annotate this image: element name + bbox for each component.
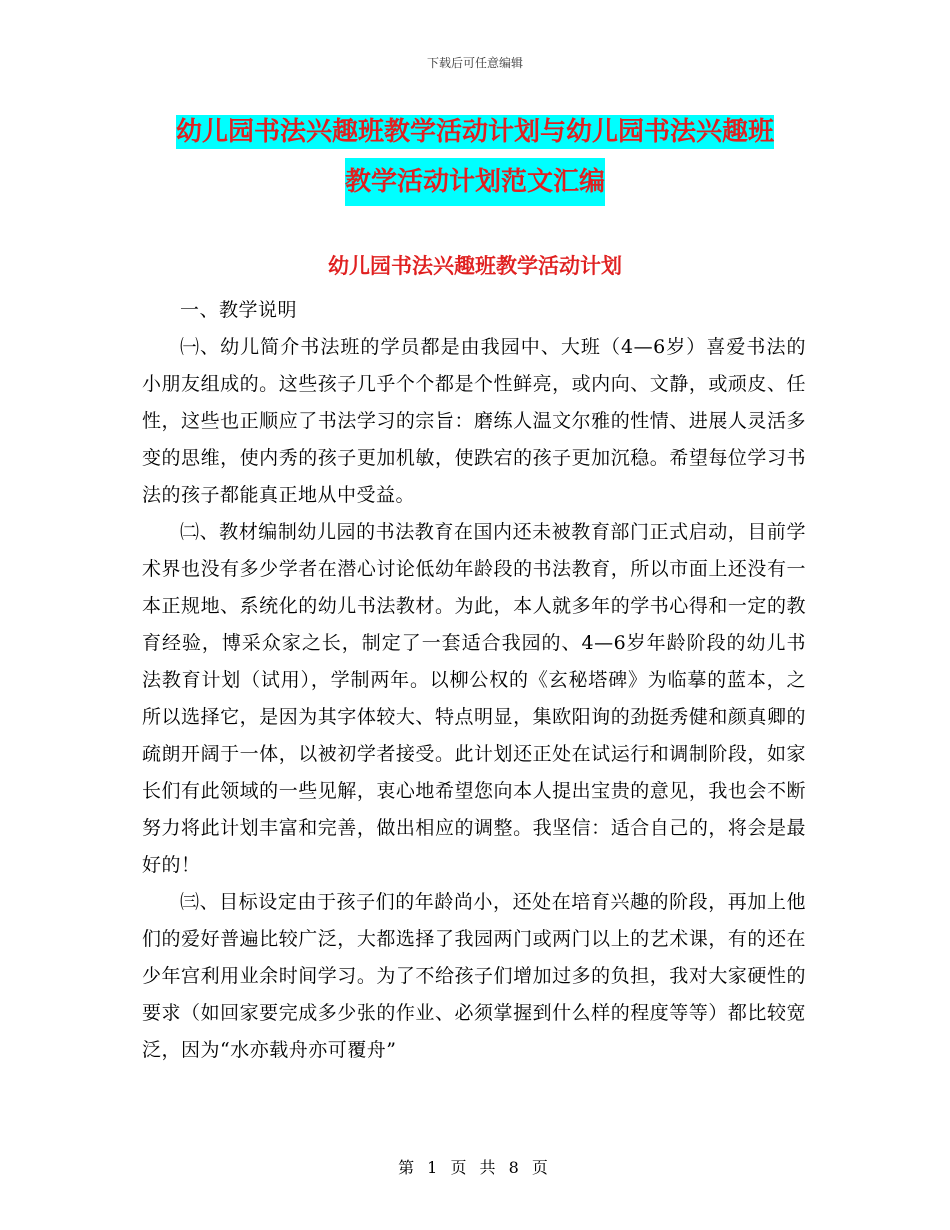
- paragraph-goals: ㈢、目标设定由于孩子们的年龄尚小，还处在培育兴趣的阶段，再加上他们的爱好普遍比较广泛，大都选择了我园两门或两门以上的艺术课，有的还在少年宫利用业余时间学习。为了不给孩子们增加过多的负担，我对大家硬性的要求（如回家要完成多少张的作业、必须掌握到什么样的程度等等）都比较宽泛，因为“水亦载舟亦可覆舟”: [142, 891, 806, 1061]
- title-line-1: 幼儿园书法兴趣班教学活动计划与幼儿园书法兴趣班: [175, 117, 774, 147]
- heading-teaching-notes: 一、教学说明: [180, 299, 298, 321]
- page-footer: 第 1 页 共 8 页: [398, 1158, 552, 1177]
- title-line-2: 教学活动计划范文汇编: [345, 158, 605, 206]
- document-body: [142, 292, 806, 1069]
- paragraph-textbook: ㈡、教材编制幼儿园的书法教育在国内还未被教育部门正式启动，目前学术界也没有多少学者在潜心讨论低幼年龄段的书法教育，所以市面上还没有一本正规地、系统化的幼儿书法教材。为此，本人就多年的学书心得和一定的教育经验，博采众家之长，制定了一套适合我园的、4—6岁年龄阶段的幼儿书法教育计划（试用），学制两年。以柳公权的《玄秘塔碑》为临摹的蓝本，之所以选择它，是因为其字体较大、特点明显，集欧阳询的劲挺秀健和颜真卿的疏朗开阔于一体，以被初学者接受。此计划还正处在试运行和调制阶段，如家长们有此领域的一些见解，衷心地希望您向本人提出宝贵的意见，我也会不断努力将此计划丰富和完善，做出相应的调整。我坚信：适合自己的，将会是最好的！: [142, 521, 806, 876]
- paragraph-child-intro: ㈠、幼儿简介书法班的学员都是由我园中、大班（4—6岁）喜爱书法的小朋友组成的。这些孩子几乎个个都是个性鲜亮，或内向、文静，或顽皮、任性，这些也正顺应了书法学习的宗旨：磨练人温文尔雅的性情、进展人灵活多变的思维，使内秀的孩子更加机敏，使跌宕的孩子更加沉稳。希望每位学习书法的孩子都能真正地从中受益。: [142, 336, 806, 506]
- section-title: 幼儿园书法兴趣班教学活动计划: [328, 253, 622, 278]
- document-title: [0, 110, 950, 206]
- header-note: 下载后可任意编辑: [426, 56, 523, 70]
